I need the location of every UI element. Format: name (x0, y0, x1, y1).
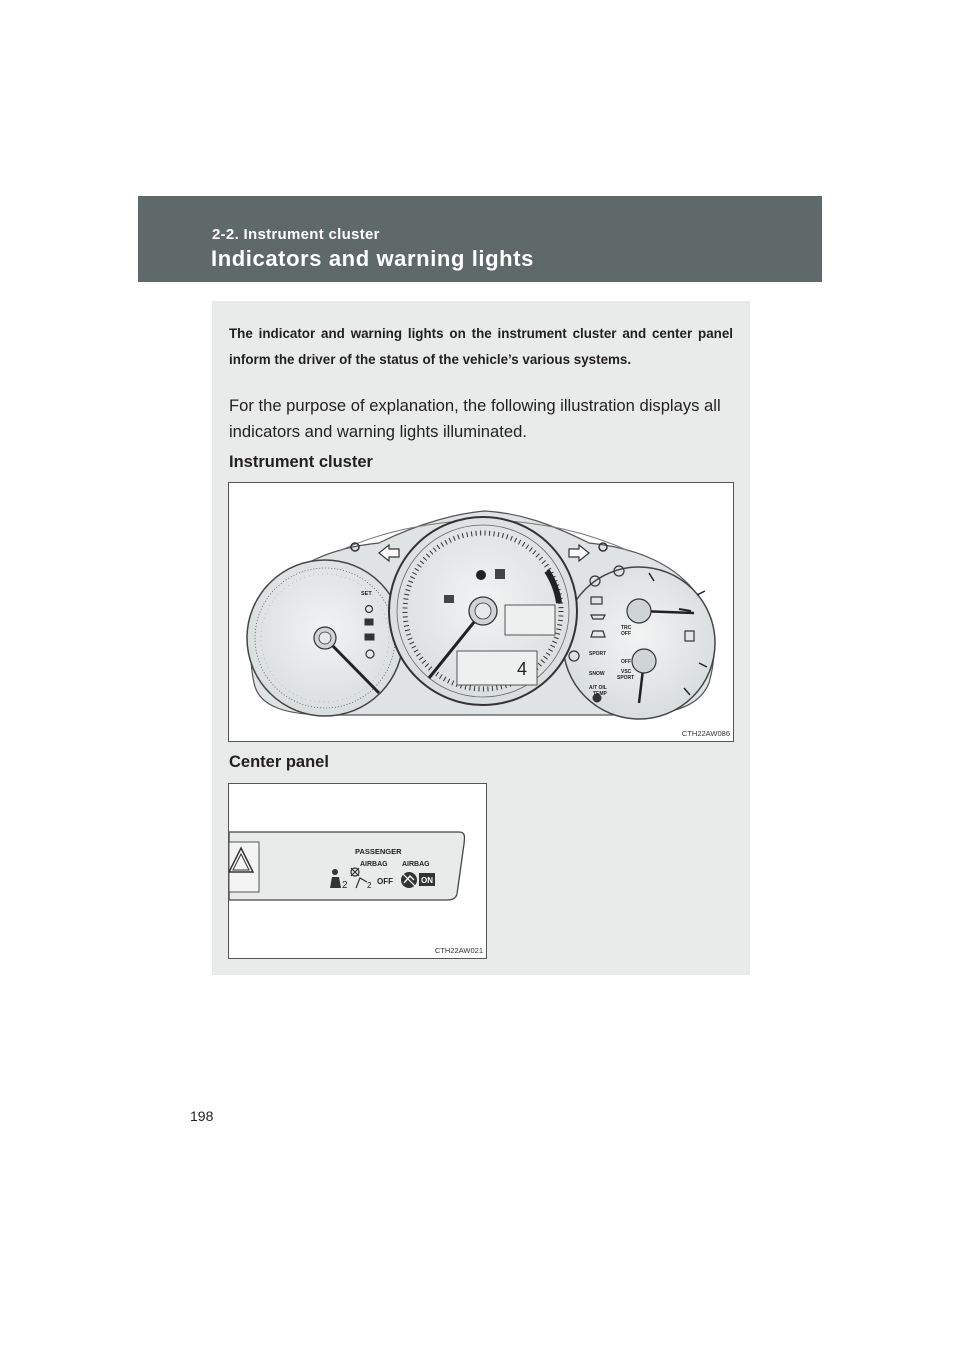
instrument-cluster-heading: Instrument cluster (229, 453, 373, 471)
passenger-airbag-on-icon (401, 872, 417, 888)
center-gauge (389, 517, 577, 705)
page-title: Indicators and warning lights (211, 246, 534, 271)
center-panel-heading: Center panel (229, 753, 329, 771)
section-label: 2-2. Instrument cluster (212, 226, 380, 243)
trc-label: TRC (621, 625, 632, 631)
section-header (138, 196, 822, 282)
cluster-figure-code: CTH22AW086 (681, 729, 730, 738)
instrument-cluster-drawing (229, 483, 733, 741)
vsc-sport-label: SPORT (617, 675, 635, 681)
center-panel-drawing (229, 784, 486, 958)
airbag-left-label: AIRBAG (360, 861, 388, 868)
hazard-button (229, 842, 259, 892)
airbag-right-label: AIRBAG (402, 861, 430, 868)
trc-off-label: OFF (621, 631, 631, 637)
center-figure-code: CTH22AW021 (434, 946, 483, 955)
right-gauge (563, 567, 715, 719)
set-label: SET (361, 591, 372, 597)
off-label: OFF (377, 877, 393, 886)
left-gauge (247, 560, 403, 716)
off-label: OFF (621, 659, 631, 665)
sport-label: SPORT (589, 651, 607, 657)
seat-number-right: 2 (367, 881, 372, 890)
instrument-cluster-figure (228, 482, 734, 742)
snow-label: SNOW (589, 671, 605, 677)
vsc-label: VSC (621, 669, 632, 675)
at-oil-temp-label: TEMP (593, 691, 607, 697)
at-oil-label: A/T OIL (589, 685, 607, 691)
content-panel (212, 301, 750, 975)
intro-plain-text: For the purpose of explanation, the following illustration displays all indicators and warning lights illuminated. (229, 396, 721, 441)
on-label: ON (421, 876, 433, 885)
gear-indicator: 4 (517, 659, 528, 679)
page-number: 198 (190, 1108, 214, 1124)
intro-bold-text: The indicator and warning lights on the instrument cluster and center panel inform the driver of the status of the vehicle’s various systems. (229, 326, 733, 367)
seat-number-left: 2 (342, 880, 348, 891)
center-panel-figure (228, 783, 487, 959)
passenger-label: PASSENGER (355, 847, 402, 856)
